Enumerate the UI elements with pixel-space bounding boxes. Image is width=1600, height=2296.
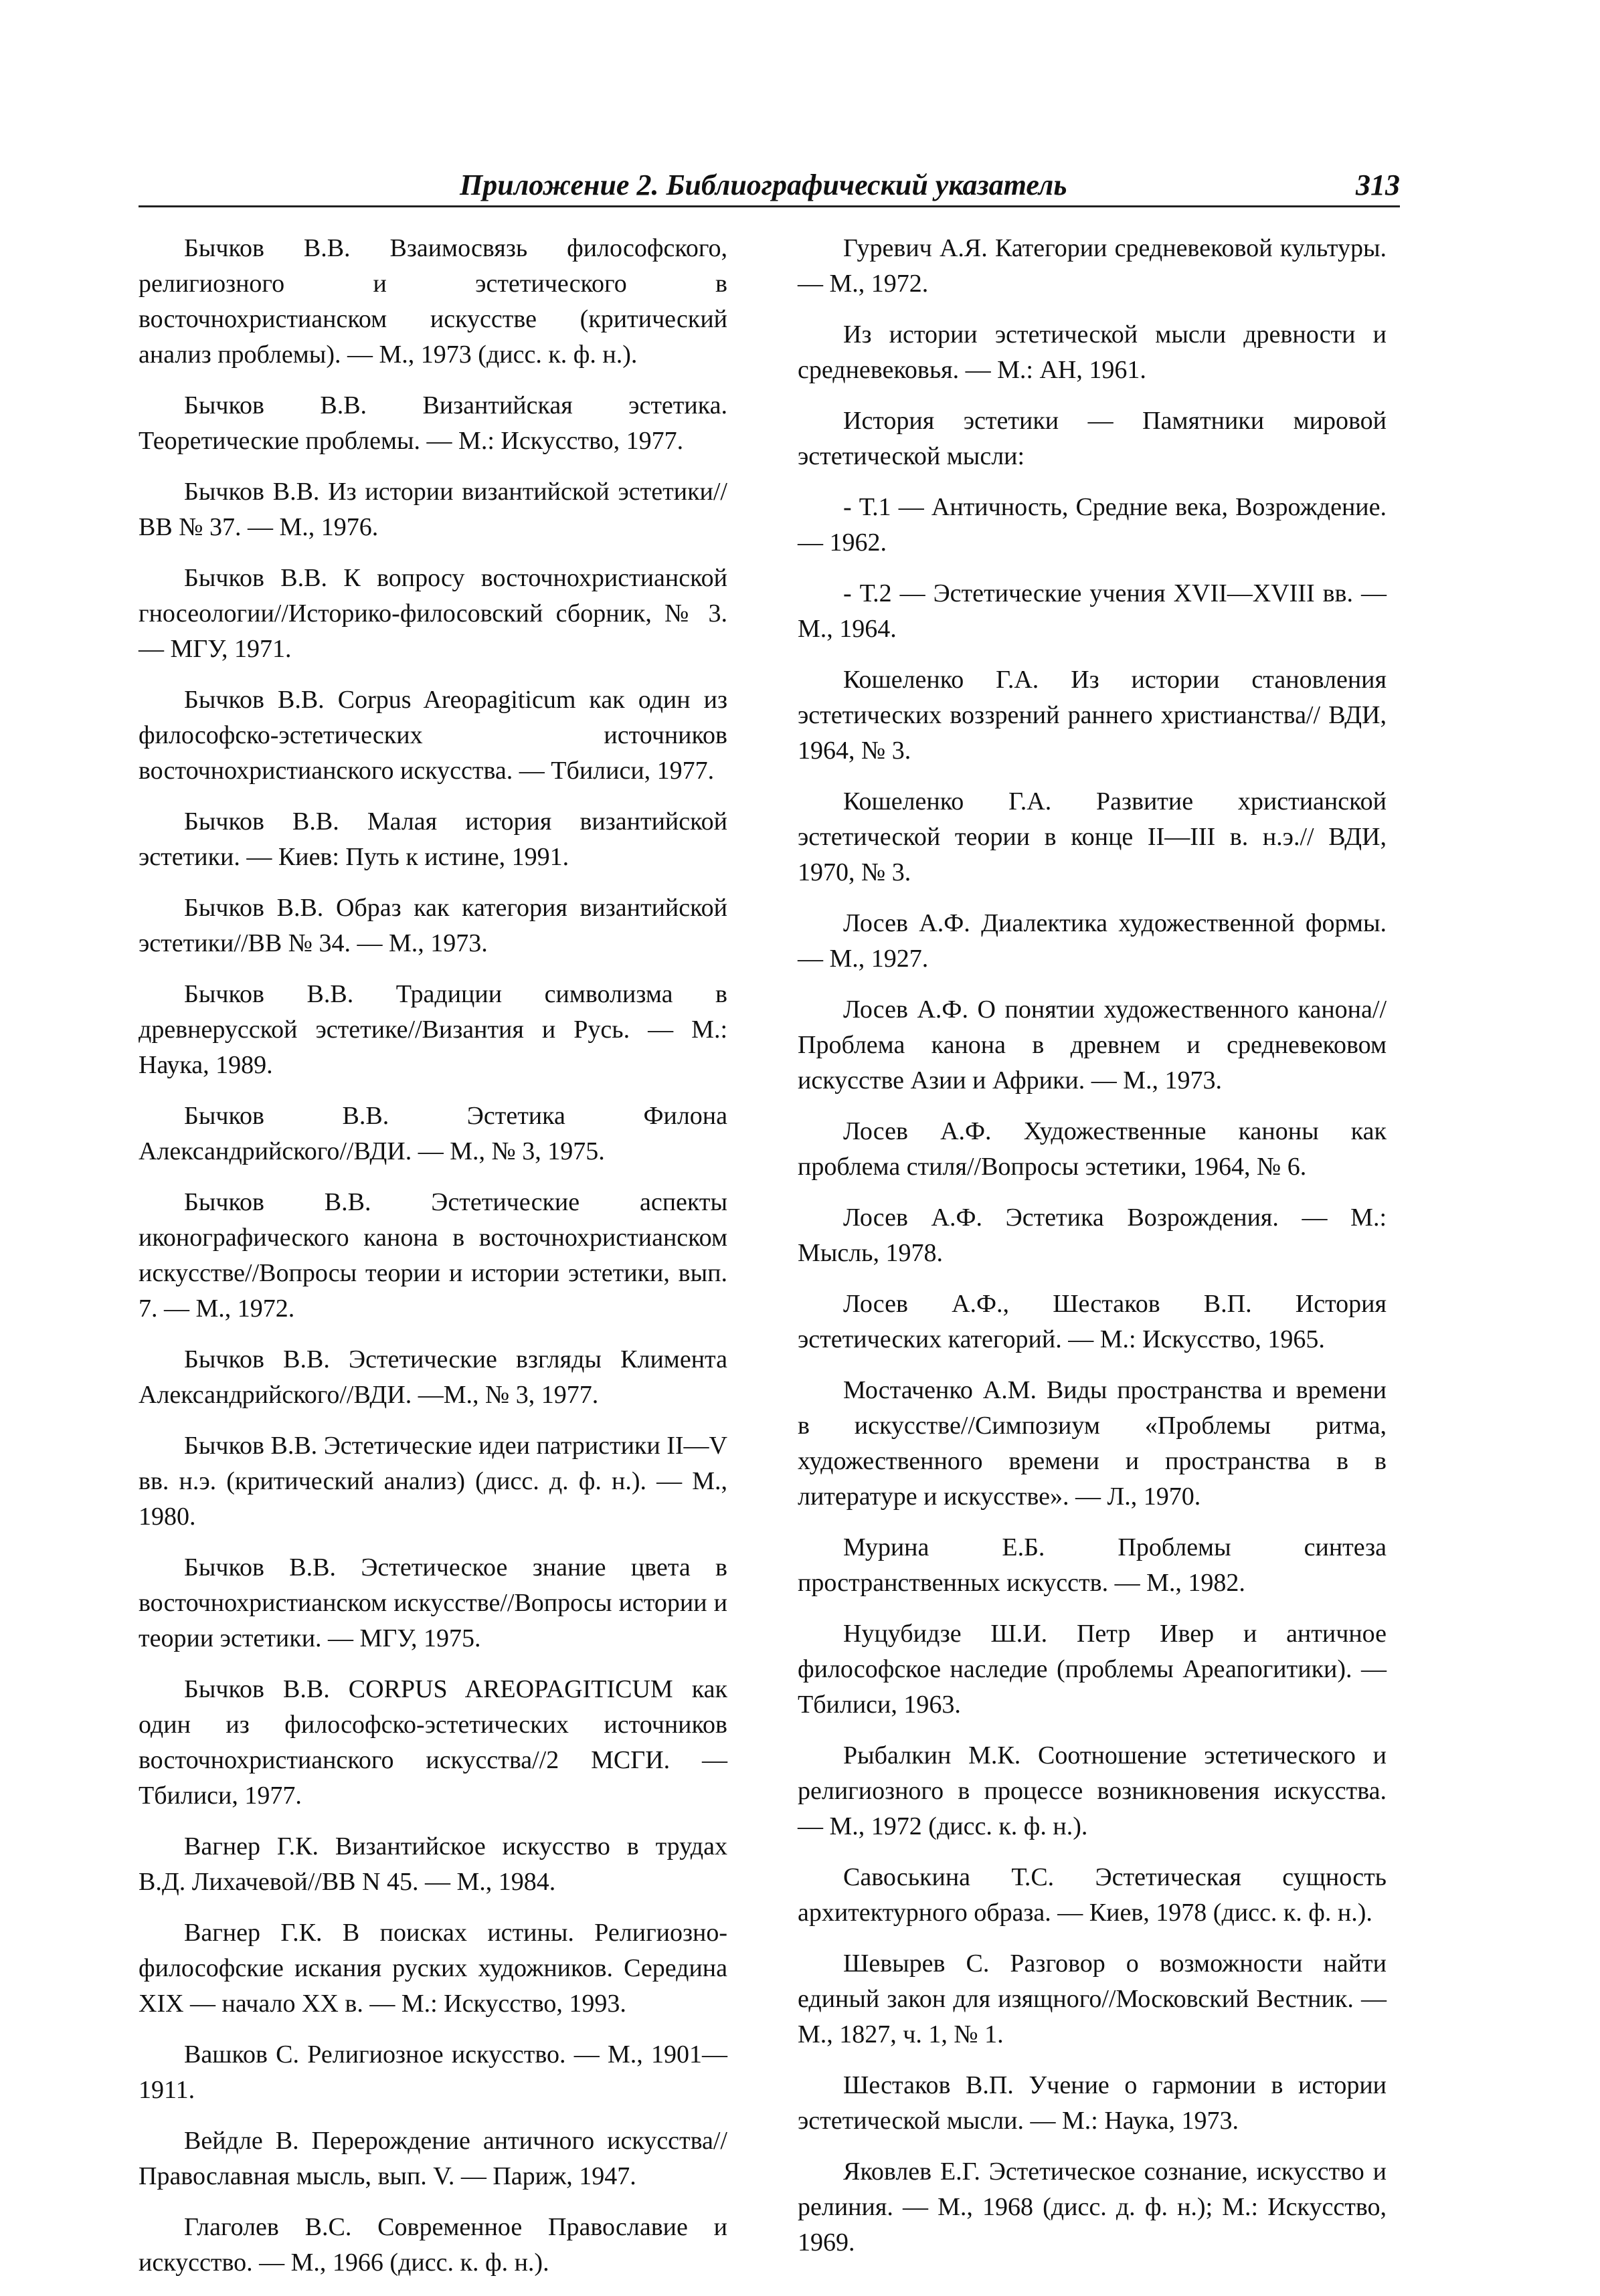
bibliography-entry: Лосев А.Ф. Эстетика Возрождения. — М.: Мысль, 1978. bbox=[798, 1204, 1387, 1267]
bibliography-entry: Гуревич А.Я. Категории средневековой культуры. — М., 1972. bbox=[798, 234, 1387, 298]
bibliography-entry: Яковлев Е.Г. Эстетическое сознание, искусство и релиния. — М., 1968 (дисс. д. ф. н.); М.: Искусство, 1969. bbox=[798, 2158, 1387, 2257]
bibliography-entry: Рыбалкин М.К. Соотношение эстетического и религиозного в процессе возникновения искусства. — М., 1972 (дисс. к. ф. н.). bbox=[798, 1741, 1387, 1840]
bibliography-entry: - Т.2 — Эстетические учения XVII—XVIII вв. — М., 1964. bbox=[798, 579, 1387, 643]
bibliography-entry: Шестаков В.П. Учение о гармонии в истории эстетической мысли. — М.: Наука, 1973. bbox=[798, 2071, 1387, 2135]
bibliography-entry: Бычков В.В. К вопросу восточнохристианской гносеологии//Историко-филосовский сборник, № 3. — МГУ, 1971. bbox=[139, 564, 727, 663]
bibliography-entry: Савоськина Т.С. Эстетическая сущность архитектурного образа. — Киев, 1978 (дисс. к. ф. н.). bbox=[798, 1863, 1387, 1927]
bibliography-entry: Бычков В.В. Corpus Areopagiticum как один из философско-эстетических источников восточнохристианского искусства. — Тбилиси, 1977. bbox=[139, 686, 727, 785]
bibliography-entry: Глаголев В.С. Современное Православие и искусство. — М., 1966 (дисс. к. ф. н.). bbox=[139, 2213, 727, 2277]
bibliography-entry: Бычков В.В. Традиции символизма в древнерусской эстетике//Византия и Русь. — М.: Наука, 1989. bbox=[139, 980, 727, 1079]
bibliography-entry: Кошеленко Г.А. Развитие христианской эстетической теории в конце II—III в. н.э.// ВДИ, 1970, № 3. bbox=[798, 787, 1387, 886]
right-column bbox=[798, 231, 1387, 2276]
bibliography-entry: Вашков С. Религиозное искусство. — М., 1901—1911. bbox=[139, 2040, 727, 2104]
bibliography-entry: Бычков В.В. Из истории византийской эстетики//ВВ № 37. — М., 1976. bbox=[139, 478, 727, 541]
bibliography-entry: История эстетики — Памятники мировой эстетической мысли: bbox=[798, 407, 1387, 470]
bibliography-entry: Вагнер Г.К. В поисках истины. Религиозно-философские искания руских художников. Середина XIX — начало XX в. — М.: Искусство, 1993. bbox=[139, 1919, 727, 2018]
bibliography-entry: Из истории эстетической мысли древности и средневековья. — М.: АН, 1961. bbox=[798, 320, 1387, 384]
bibliography-entry: Лосев А.Ф., Шестаков В.П. История эстетических категорий. — М.: Искусство, 1965. bbox=[798, 1290, 1387, 1353]
bibliography-entry: Бычков В.В. CORPUS AREOPAGITICUM как один из философско-эстетических источников восточнохристианского искусства//2 МСГИ. — Тбилиси, 1977. bbox=[139, 1675, 727, 1810]
left-column bbox=[139, 231, 727, 2296]
bibliography-entry: Бычков В.В. Эстетическое знание цвета в восточнохристианском искусстве//Вопросы истории и теории эстетики. — МГУ, 1975. bbox=[139, 1553, 727, 1652]
bibliography-entry: Бычков В.В. Эстетические идеи патристики II—V вв. н.э. (критический анализ) (дисс. д. ф. н.). — М., 1980. bbox=[139, 1432, 727, 1531]
page-number: 313 bbox=[1356, 169, 1400, 201]
bibliography-entry: - Т.1 — Античность, Средние века, Возрождение. — 1962. bbox=[798, 493, 1387, 557]
bibliography-entry: Мостаченко А.М. Виды пространства и времени в искусстве//Симпозиум «Проблемы ритма, художественного времени и пространства в в литературе и искусстве». — Л., 1970. bbox=[798, 1376, 1387, 1511]
running-header bbox=[139, 164, 1400, 207]
bibliography-entry: Шевырев С. Разговор о возможности найти единый закон для изящного//Московский Вестник. — М., 1827, ч. 1, № 1. bbox=[798, 1949, 1387, 2048]
bibliography-entry: Вейдле В. Перерождение античного искусства//Православная мысль, вып. V. — Париж, 1947. bbox=[139, 2127, 727, 2190]
bibliography-entry: Бычков В.В. Эстетические взгляды Климента Александрийского//ВДИ. —М., № 3, 1977. bbox=[139, 1345, 727, 1409]
bibliography-entry: Бычков В.В. Образ как категория византийской эстетики//ВВ № 34. — М., 1973. bbox=[139, 894, 727, 957]
bibliography-entry: Бычков В.В. Византийская эстетика. Теоретические проблемы. — М.: Искусство, 1977. bbox=[139, 391, 727, 455]
bibliography-entry: Бычков В.В. Малая история византийской эстетики. — Киев: Путь к истине, 1991. bbox=[139, 807, 727, 871]
bibliography-entry: Нуцубидзе Ш.И. Петр Ивер и античное философское наследие (проблемы Ареапогитики). — Тбилиси, 1963. bbox=[798, 1620, 1387, 1719]
bibliography-entry: Кошеленко Г.А. Из истории становления эстетических воззрений раннего христианства// ВДИ, 1964, № 3. bbox=[798, 666, 1387, 765]
bibliography-entry: Лосев А.Ф. Художественные каноны как проблема стиля//Вопросы эстетики, 1964, № 6. bbox=[798, 1117, 1387, 1181]
bibliography-entry: Мурина Е.Б. Проблемы синтеза пространственных искусств. — М., 1982. bbox=[798, 1533, 1387, 1597]
bibliography-entry: Бычков В.В. Взаимосвязь философского, религиозного и эстетического в восточнохристианском искусстве (критический анализ проблемы). — М., 1973 (дисс. к. ф. н.). bbox=[139, 234, 727, 369]
bibliography-entry: Бычков В.В. Эстетика Филона Александрийского//ВДИ. — М., № 3, 1975. bbox=[139, 1102, 727, 1165]
running-header-title: Приложение 2. Библиографический указатель bbox=[460, 169, 1067, 201]
bibliography-entry: Бычков В.В. Эстетические аспекты иконографического канона в восточнохристианском искусстве//Вопросы теории и истории эстетики, вып. 7. — М., 1972. bbox=[139, 1188, 727, 1323]
bibliography-entry: Лосев А.Ф. О понятии художественного канона//Проблема канона в древнем и средневековом искусстве Азии и Африки. — М., 1973. bbox=[798, 995, 1387, 1094]
bibliography-entry: Лосев А.Ф. Диалектика художественной формы. — М., 1927. bbox=[798, 909, 1387, 973]
bibliography-entry: Вагнер Г.К. Византийское искусство в трудах В.Д. Лихачевой//ВВ N 45. — М., 1984. bbox=[139, 1832, 727, 1896]
